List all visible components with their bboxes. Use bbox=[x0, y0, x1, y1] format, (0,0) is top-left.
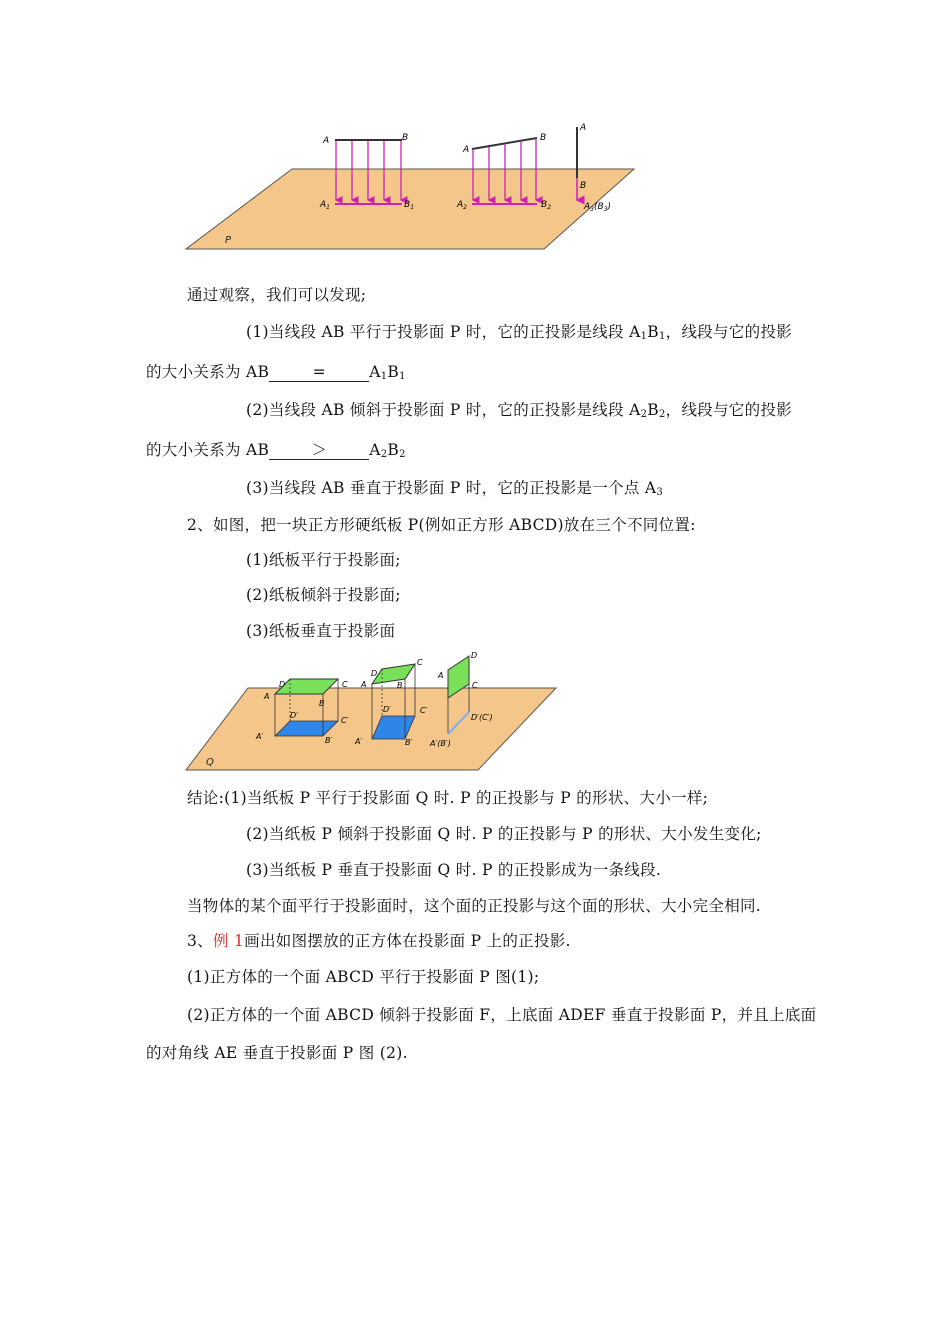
svg-text:A: A bbox=[361, 680, 367, 689]
svg-text:B′: B′ bbox=[405, 738, 413, 747]
svg-text:B1: $B_1$ bbox=[404, 200, 415, 211]
svg-text:A′: A′ bbox=[256, 732, 264, 741]
conclusion-line2: (2)当纸板 P 倾斜于投影面 Q 时. P 的正投影与 P 的形状、大小发生变化; bbox=[246, 825, 762, 843]
observe-line: 通过观察，我们可以发现; bbox=[187, 286, 367, 304]
svg-text:C: C bbox=[342, 680, 348, 689]
plane-label-q: Q bbox=[206, 757, 214, 768]
section3-item2-line2: 的对角线 AE 垂直于投影面 P 图 (2). bbox=[146, 1044, 408, 1062]
example-label: 例 1 bbox=[212, 932, 245, 950]
svg-text:D′: D′ bbox=[383, 705, 391, 714]
svg-text:C′: C′ bbox=[341, 716, 349, 725]
svg-text:D′(C′): D′(C′) bbox=[471, 713, 493, 722]
svg-text:D′: D′ bbox=[290, 711, 298, 720]
svg-text:A: A bbox=[323, 136, 330, 146]
projection-plane-q bbox=[186, 688, 556, 770]
conclusion-line1: 结论:(1)当纸板 P 平行于投影面 Q 时. P 的正投影与 P 的形状、大小一样; bbox=[187, 789, 709, 807]
svg-text:A: A bbox=[463, 145, 470, 155]
segment-projection-figure bbox=[180, 118, 640, 254]
svg-text:D: D bbox=[471, 651, 478, 660]
section2-item2: (2)纸板倾斜于投影面; bbox=[246, 586, 401, 604]
answer-blank-1[interactable]: = bbox=[269, 363, 369, 382]
section3-heading: 3、例 1画出如图摆放的正方体在投影面 P 上的正投影. bbox=[187, 932, 571, 950]
section3-item2-line1: (2)正方体的一个面 ABCD 倾斜于投影面 F，上底面 ADEF 垂直于投影面 P，并且上底面 bbox=[187, 1006, 817, 1024]
case1-line2: 的大小关系为 AB = $A_1B_1$ bbox=[146, 363, 406, 382]
svg-text:A′(B′): A′(B′) bbox=[430, 739, 451, 748]
case1-line1: (1)当线段 AB 平行于投影面 P 时，它的正投影是线段 $A_1B_1$，线段与它的投影 bbox=[246, 323, 793, 342]
svg-text:C′: C′ bbox=[420, 706, 428, 715]
case2-line1: (2)当线段 AB 倾斜于投影面 P 时，它的正投影是线段 $A_2B_2$，线段与它的投影 bbox=[246, 401, 793, 420]
section3-item1: (1)正方体的一个面 ABCD 平行于投影面 P 图(1); bbox=[187, 968, 540, 986]
svg-text:A: A bbox=[438, 671, 444, 680]
svg-text:B′: B′ bbox=[325, 736, 333, 745]
svg-text:B: B bbox=[540, 133, 547, 143]
svg-text:B2: $B_2$ bbox=[541, 200, 552, 211]
svg-text:A2: $A_2$ bbox=[457, 200, 467, 211]
answer-blank-2[interactable]: ＞ bbox=[269, 441, 369, 460]
cardboard-projection-figure bbox=[180, 650, 564, 776]
svg-text:C: C bbox=[472, 681, 478, 690]
general-rule-line: 当物体的某个面平行于投影面时，这个面的正投影与这个面的形状、大小完全相同. bbox=[187, 897, 762, 915]
section2-item3: (3)纸板垂直于投影面 bbox=[246, 622, 396, 640]
svg-text:D: D bbox=[279, 680, 286, 689]
section2-intro: 2、如图，把一块正方形硬纸板 P(例如正方形 ABCD)放在三个不同位置: bbox=[187, 516, 696, 534]
svg-text:A: A bbox=[264, 692, 270, 701]
svg-text:C: C bbox=[417, 658, 423, 667]
section2-item1: (1)纸板平行于投影面; bbox=[246, 551, 401, 569]
svg-text:A: A bbox=[580, 123, 587, 133]
svg-text:A1: $A_1$ bbox=[320, 200, 330, 211]
svg-text:A3(B3): $A_3(B_3)$ bbox=[584, 202, 612, 213]
conclusion-line3: (3)当纸板 P 垂直于投影面 Q 时. P 的正投影成为一条线段. bbox=[246, 861, 662, 879]
svg-text:A′: A′ bbox=[355, 737, 363, 746]
svg-text:D: D bbox=[371, 669, 378, 678]
svg-text:B: B bbox=[402, 133, 409, 143]
svg-text:B: B bbox=[397, 681, 403, 690]
svg-text:B: B bbox=[580, 181, 587, 191]
case3-line: (3)当线段 AB 垂直于投影面 P 时，它的正投影是一个点 $A_3$ bbox=[246, 479, 664, 498]
svg-text:B: B bbox=[319, 699, 325, 708]
case2-line2: 的大小关系为 AB ＞ $A_2B_2$ bbox=[146, 441, 406, 460]
plane-label-p: P bbox=[225, 235, 232, 246]
